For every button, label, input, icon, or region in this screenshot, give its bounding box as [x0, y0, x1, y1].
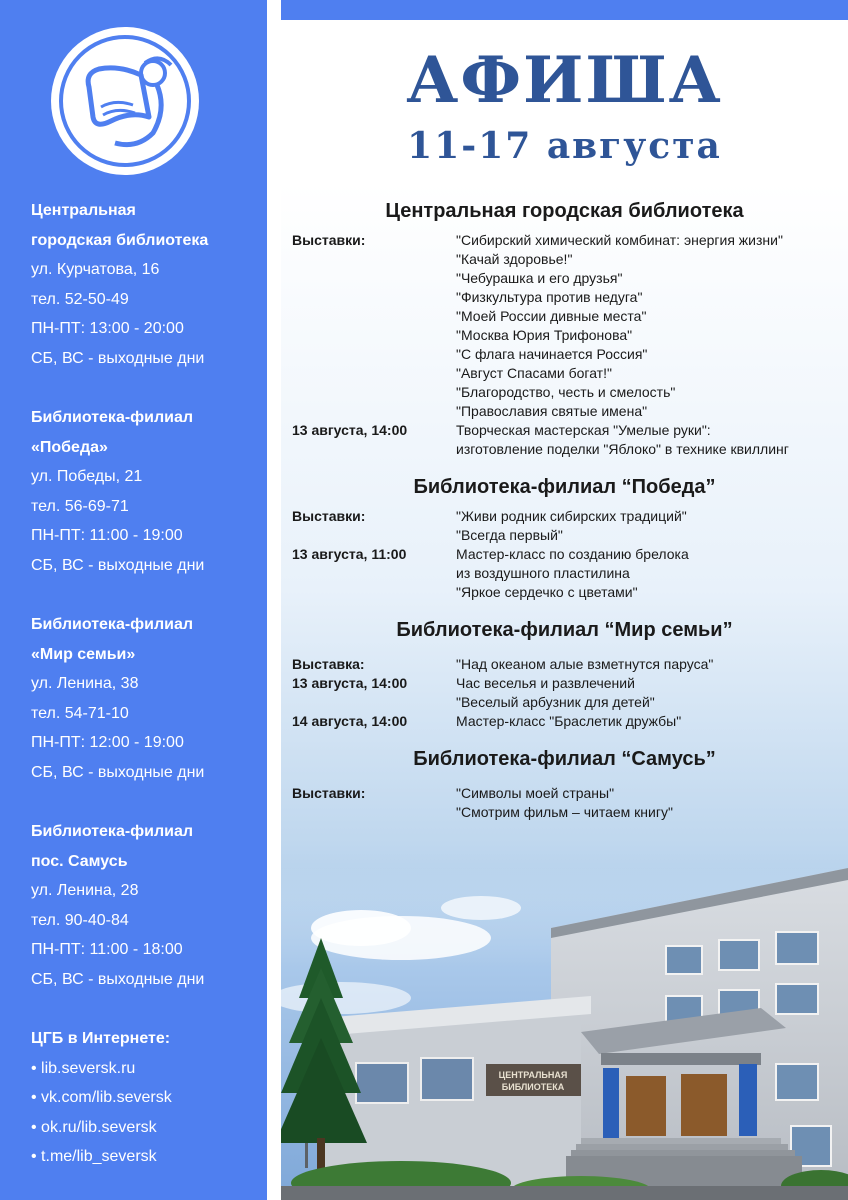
event-text: "Символы моей страны": [456, 785, 615, 801]
library-days-off: СБ, ВС - выходные дни: [31, 349, 205, 367]
event-row: [281, 364, 848, 383]
event-row: [281, 545, 848, 564]
event-text: "Над океаном алые взметнутся паруса": [456, 656, 714, 672]
event-text: "Смотрим фильм – читаем книгу": [456, 804, 673, 820]
event-row: [281, 440, 848, 459]
library-name: городская библиотека: [31, 231, 209, 249]
event-text: "Благородство, честь и смелость": [456, 384, 676, 400]
event-text: "С флага начинается Россия": [456, 346, 648, 362]
library-phone: тел. 90-40-84: [31, 911, 129, 929]
event-text: "Москва Юрия Трифонова": [456, 327, 633, 343]
event-row: [281, 307, 848, 326]
event-text: "Качай здоровье!": [456, 251, 573, 267]
event-text: Мастер-класс по созданию брелока: [456, 546, 689, 562]
event-row: [281, 712, 848, 731]
event-text: Час веселья и развлечений: [456, 675, 635, 691]
event-row: [281, 655, 848, 674]
event-text: "Яркое сердечко с цветами": [456, 584, 638, 600]
event-row: [281, 693, 848, 712]
event-label: 13 августа, 14:00: [292, 422, 408, 438]
section-title: Библиотека-филиал “Победа”: [413, 476, 716, 498]
event-row: [281, 421, 848, 440]
library-contact-pobeda: [31, 403, 261, 580]
library-days-off: СБ, ВС - выходные дни: [31, 556, 205, 574]
event-text: изготовление поделки "Яблоко" в технике квиллинг: [456, 441, 789, 457]
library-address: ул. Ленина, 38: [31, 675, 139, 692]
section-pobeda: [281, 459, 848, 602]
event-text: "Сибирский химический комбинат: энергия жизни": [456, 232, 783, 248]
event-row: [281, 269, 848, 288]
section-title: Центральная городская библиотека: [385, 200, 744, 222]
library-name: Библиотека-филиал: [31, 823, 194, 840]
section-central-library: [281, 183, 848, 459]
event-row: [281, 250, 848, 269]
poster-title: АФИША: [406, 43, 723, 118]
library-name: «Мир семьи»: [31, 645, 136, 663]
library-name: Библиотека-филиал: [31, 409, 194, 426]
library-hours: ПН-ПТ: 13:00 - 20:00: [31, 320, 184, 337]
web-link[interactable]: • t.me/lib_seversk: [31, 1148, 157, 1165]
library-phone: тел. 52-50-49: [31, 290, 129, 308]
event-row: [281, 803, 848, 822]
event-label: 13 августа, 14:00: [292, 675, 408, 691]
section-mir-semyi: [281, 602, 848, 731]
event-label: 13 августа, 11:00: [292, 546, 407, 562]
event-row: [281, 402, 848, 421]
sidebar: [0, 0, 267, 1200]
event-label: 14 августа, 14:00: [292, 713, 408, 729]
library-hours: ПН-ПТ: 12:00 - 19:00: [31, 734, 184, 751]
event-row: [281, 674, 848, 693]
library-phone: тел. 56-69-71: [31, 497, 129, 515]
library-logo-icon: [49, 25, 201, 177]
event-text: "Живи родник сибирских традиций": [456, 508, 687, 524]
event-row: [281, 564, 848, 583]
event-label: Выставка:: [292, 656, 365, 672]
event-label: Выставки:: [292, 232, 366, 248]
library-address: ул. Победы, 21: [31, 468, 143, 485]
section-samus: [281, 731, 848, 822]
section-title: Библиотека-филиал “Самусь”: [413, 748, 716, 770]
event-text: "Август Спасами богат!": [456, 365, 612, 381]
event-row: [281, 288, 848, 307]
library-address: ул. Ленина, 28: [31, 882, 139, 899]
library-name: Центральная: [31, 202, 136, 219]
event-text: "Моей России дивные места": [456, 308, 647, 324]
event-label: Выставки:: [292, 508, 366, 524]
library-name: пос. Самусь: [31, 852, 128, 870]
event-row: [281, 345, 848, 364]
web-links: [31, 1024, 261, 1172]
library-days-off: СБ, ВС - выходные дни: [31, 970, 205, 988]
library-days-off: СБ, ВС - выходные дни: [31, 763, 205, 781]
event-text: Мастер-класс "Браслетик дружбы": [456, 713, 682, 729]
event-row: [281, 583, 848, 602]
event-text: "Физкультура против недуга": [456, 289, 643, 305]
library-building-illustration: [281, 868, 848, 1200]
library-name: Библиотека-филиал: [31, 616, 194, 633]
section-title: Библиотека-филиал “Мир семьи”: [396, 619, 733, 641]
event-text: "Чебурашка и его друзья": [456, 270, 623, 286]
library-address: ул. Курчатова, 16: [31, 261, 160, 278]
web-link[interactable]: • ok.ru/lib.seversk: [31, 1118, 157, 1136]
top-accent-bar: [281, 0, 848, 20]
event-row: [281, 526, 848, 545]
event-row: [281, 784, 848, 803]
web-link[interactable]: • vk.com/lib.seversk: [31, 1089, 172, 1106]
library-contact-samus: [31, 817, 261, 994]
event-row: [281, 231, 848, 250]
events-panel: [281, 183, 848, 1200]
building-sign-line: ЦЕНТРАЛЬНАЯ: [498, 1070, 568, 1080]
event-row: [281, 507, 848, 526]
event-text: Творческая мастерская "Умелые руки":: [456, 422, 711, 438]
library-contact-central: [31, 196, 261, 373]
library-hours: ПН-ПТ: 11:00 - 19:00: [31, 527, 183, 544]
event-row: [281, 326, 848, 345]
event-text: "Православия святые имена": [456, 403, 648, 419]
library-contacts: [31, 196, 261, 1172]
web-heading: ЦГБ в Интернете:: [31, 1030, 171, 1047]
event-label: Выставки:: [292, 785, 366, 801]
poster-header: [281, 20, 848, 183]
poster-dates: 11-17 августа: [407, 125, 722, 167]
web-link[interactable]: • lib.seversk.ru: [31, 1059, 136, 1077]
event-text: "Всегда первый": [456, 527, 563, 543]
library-hours: ПН-ПТ: 11:00 - 18:00: [31, 941, 183, 958]
library-phone: тел. 54-71-10: [31, 704, 129, 722]
event-text: из воздушного пластилина: [456, 565, 630, 581]
event-row: [281, 383, 848, 402]
library-contact-mir-semyi: [31, 610, 261, 787]
building-sign-line: БИБЛИОТЕКА: [501, 1082, 565, 1092]
event-text: "Веселый арбузник для детей": [456, 694, 655, 710]
library-name: «Победа»: [31, 438, 108, 456]
